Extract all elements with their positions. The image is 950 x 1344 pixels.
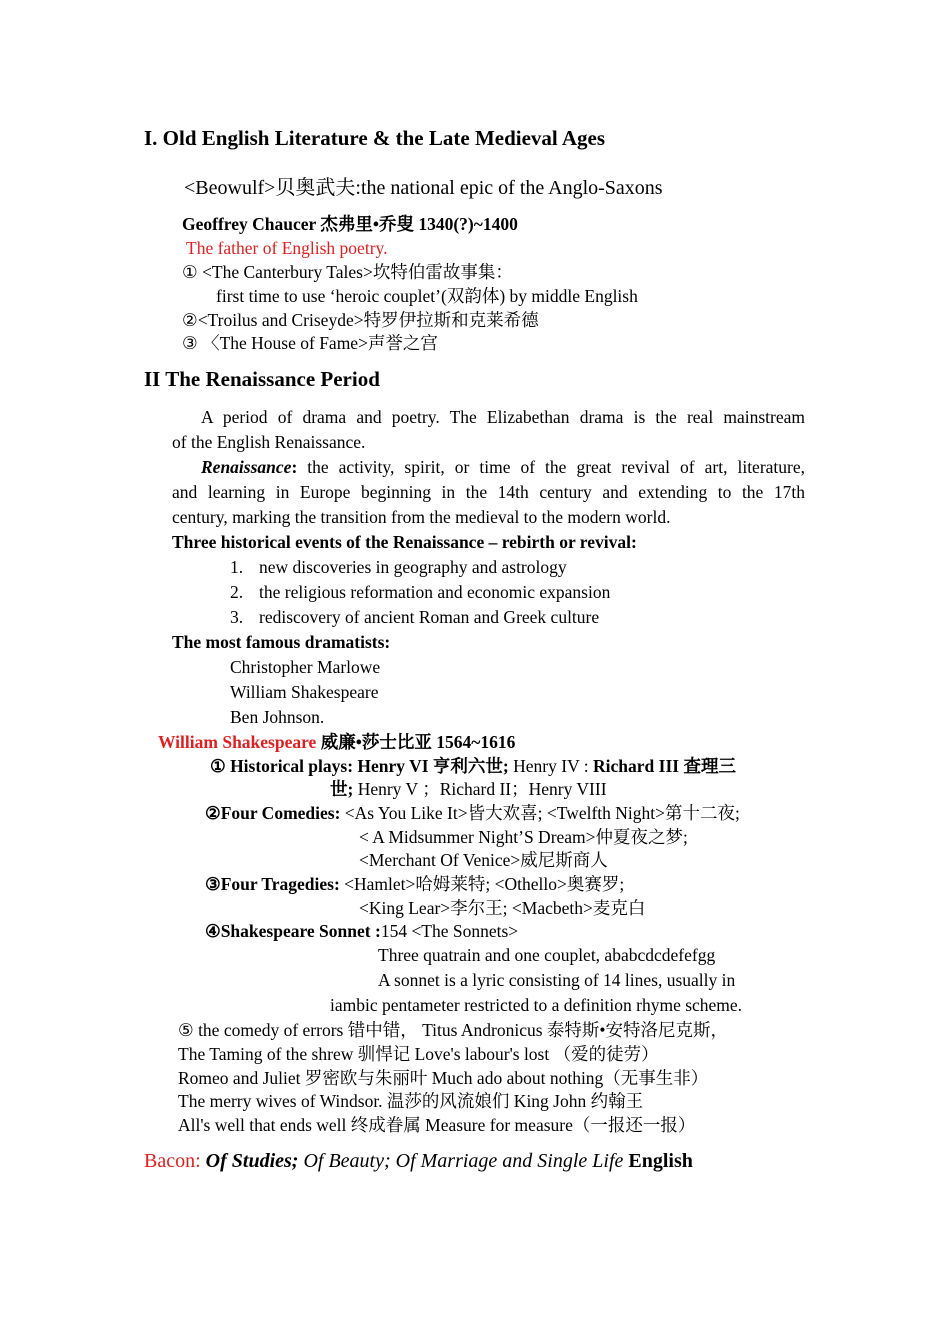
dramatist-marlowe: Christopher Marlowe xyxy=(230,657,381,677)
other-plays-line-4: The merry wives of Windsor. 温莎的风流娘们 King John 约翰王 xyxy=(178,1091,644,1111)
sonnet-line-3: iambic pentameter restricted to a definition rhyme scheme. xyxy=(330,995,743,1015)
comedies: ②Four Comedies: <As You Like It>皆大欢喜; <Twelfth Night>第十二夜; xyxy=(205,803,740,823)
other-plays-line-2: The Taming of the shrew 驯悍记 Love's labour's lost （爱的徒劳） xyxy=(178,1044,659,1064)
sonnet-line-1: Three quatrain and one couplet, ababcdcdefefgg xyxy=(378,945,716,965)
events-heading: Three historical events of the Renaissance – rebirth or revival: xyxy=(172,532,637,552)
comedies-line-2: < A Midsummer Night’S Dream>仲夏夜之梦; xyxy=(359,827,688,847)
historical-plays: ① Historical plays: Henry VI 亨利六世; Henry IV : Richard III 查理三 xyxy=(210,756,736,776)
renaissance-definition-line-1: Renaissance: the activity, spirit, or time of the great revival of art, literature, xyxy=(201,457,805,477)
chaucer-title: Geoffrey Chaucer 杰弗里•乔叟 1340(?)~1400 xyxy=(182,214,518,234)
historical-plays-cont: 世; Henry V ；Richard II；Henry VIII xyxy=(330,779,607,799)
list-item: 3. rediscovery of ancient Roman and Greek culture xyxy=(230,607,600,627)
dramatist-shakespeare: William Shakespeare xyxy=(230,682,379,702)
renaissance-term: Renaissance xyxy=(201,457,292,477)
list-item: 2. the religious reformation and economic expansion xyxy=(230,582,611,602)
beowulf-line: <Beowulf>贝奥武夫:the national epic of the Anglo-Saxons xyxy=(184,177,663,199)
section-heading-renaissance: II The Renaissance Period xyxy=(144,367,380,391)
chaucer-work-3: ③ 〈The House of Fame>声誉之宫 xyxy=(182,333,438,353)
dramatist-johnson: Ben Johnson. xyxy=(230,707,325,727)
shakespeare-title: William Shakespeare 威廉•莎士比亚 1564~1616 xyxy=(158,732,516,752)
tragedies-line-2: <King Lear>李尔王; <Macbeth>麦克白 xyxy=(359,898,646,918)
renaissance-para-1-cont: of the English Renaissance. xyxy=(172,432,366,452)
other-plays-line-5: All's well that ends well 终成眷属 Measure for measure（一报还一报） xyxy=(178,1115,696,1135)
renaissance-para-1: A period of drama and poetry. The Elizabethan drama is the real mainstream xyxy=(201,407,805,427)
other-plays-line-3: Romeo and Juliet 罗密欧与朱丽叶 Much ado about nothing（无事生非） xyxy=(178,1068,709,1088)
chaucer-work-1-note: first time to use ‘heroic couplet’(双韵体) by middle English xyxy=(216,286,638,306)
comedies-line-3: <Merchant Of Venice>威尼斯商人 xyxy=(359,850,608,870)
sonnet: ④Shakespeare Sonnet :154 <The Sonnets> xyxy=(205,921,519,941)
renaissance-definition-line-3: century, marking the transition from the medieval to the modern world. xyxy=(172,507,671,527)
sonnet-line-2: A sonnet is a lyric consisting of 14 lines, usually in xyxy=(378,970,736,990)
tragedies: ③Four Tragedies: <Hamlet>哈姆莱特; <Othello>奥赛罗; xyxy=(205,874,625,894)
other-plays-line-1: ⑤ the comedy of errors 错中错， Titus Andronicus 泰特斯•安特洛尼克斯， xyxy=(178,1020,729,1040)
chaucer-work-1: ① <The Canterbury Tales>坎特伯雷故事集： xyxy=(182,262,513,282)
chaucer-subtitle: The father of English poetry. xyxy=(186,238,388,258)
renaissance-definition-line-2: and learning in Europe beginning in the 14th century and extending to the 17th xyxy=(172,482,805,502)
section-heading-old-english: I. Old English Literature & the Late Medieval Ages xyxy=(144,126,606,150)
bacon-line: Bacon: Of Studies; Of Beauty; Of Marriage and Single Life English xyxy=(144,1150,693,1172)
chaucer-work-2: ②<Troilus and Criseyde>特罗伊拉斯和克莱希德 xyxy=(182,310,539,330)
list-item: 1. new discoveries in geography and astrology xyxy=(230,557,567,577)
dramatists-heading: The most famous dramatists: xyxy=(172,632,391,652)
